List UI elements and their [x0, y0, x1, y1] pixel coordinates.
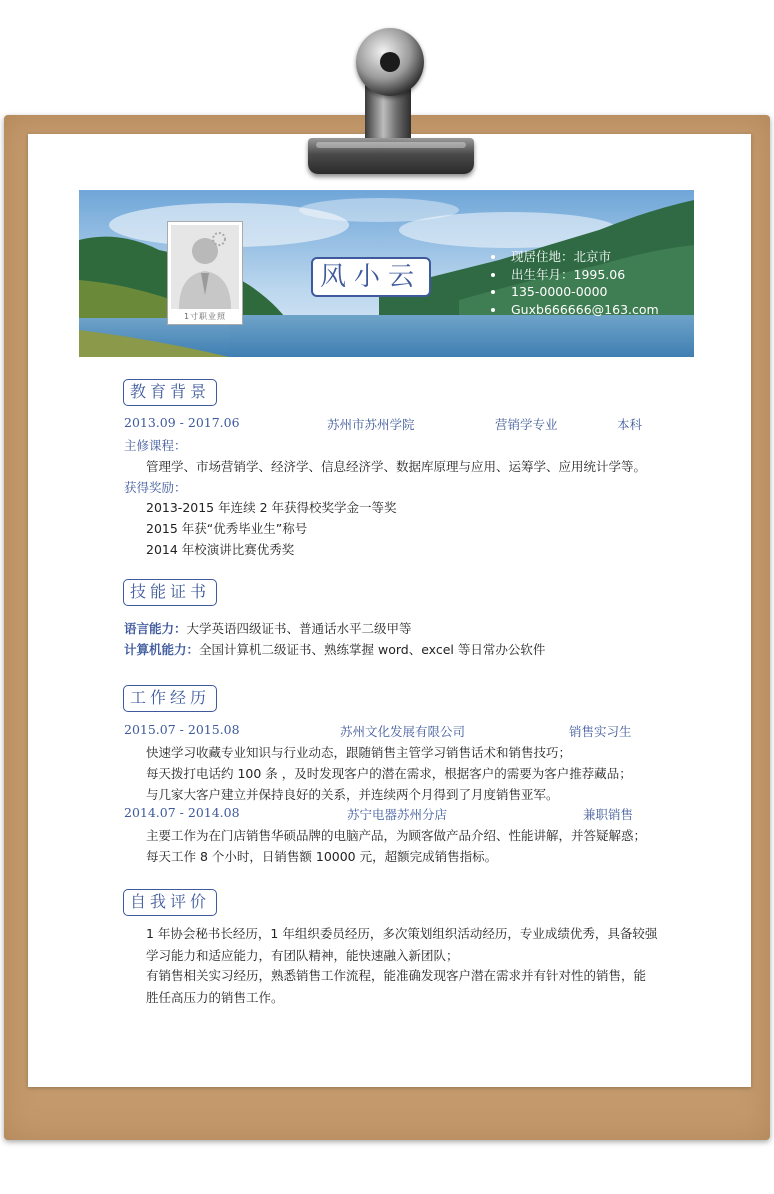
education-major: 营销学专业 [495, 417, 558, 432]
job-position: 兼职销售 [583, 807, 634, 822]
education-school: 苏州市苏州学院 [327, 417, 415, 432]
clip-base [308, 138, 474, 174]
computer-label: 计算机能力： [124, 642, 200, 657]
job-position: 销售实习生 [569, 724, 632, 739]
job-period: 2014.07 - 2014.08 [124, 805, 240, 820]
job-company: 苏宁电器苏州分店 [347, 807, 448, 822]
contact-phone: 135-0000-0000 [489, 283, 659, 301]
job-duty: 每天拨打电话约 100 条 ，及时发现客户的潜在需求，根据客户的需要为客户推荐藏品； [146, 766, 632, 781]
education-period: 2013.09 - 2017.06 [124, 415, 240, 430]
computer-value: 全国计算机二级证书、熟练掌握 word、excel 等日常办公软件 [199, 642, 546, 657]
awards-label: 获得奖励： [124, 480, 187, 495]
contact-residence: 现居住地：北京市 [489, 248, 659, 266]
job-duty: 每天工作 8 个小时，日销售额 10000 元，超额完成销售指标。 [146, 849, 498, 864]
header-banner [79, 190, 694, 357]
education-degree: 本科 [617, 417, 643, 432]
computer-skill-row [124, 640, 545, 658]
person-silhouette-icon [171, 225, 239, 309]
candidate-name: 风小云 [311, 257, 431, 297]
self-eval-line: 有销售相关实习经历，熟悉销售工作流程，能准确发现客户潜在需求并有针对性的销售，能 [146, 968, 647, 983]
section-title-skills: 技能证书 [123, 579, 217, 606]
contact-birth: 出生年月：1995.06 [489, 266, 659, 284]
clip-ring [356, 28, 424, 96]
courses-label: 主修课程： [124, 438, 187, 453]
language-label: 语言能力： [124, 621, 187, 636]
job-duty: 快速学习收藏专业知识与行业动态，跟随销售主管学习销售话术和销售技巧； [146, 745, 572, 760]
award-item: 2015 年获“优秀毕业生”称号 [146, 521, 308, 536]
job-duty: 与几家大客户建立并保持良好的关系，并连续两个月得到了月度销售亚军。 [146, 787, 559, 802]
photo-caption: 1寸职业照 [183, 312, 227, 321]
language-value: 大学英语四级证书、普通话水平二级甲等 [186, 621, 412, 636]
job-duty: 主要工作为在门店销售华硕品牌的电脑产品，为顾客做产品介绍、性能讲解，并答疑解惑； [146, 828, 647, 843]
job-period: 2015.07 - 2015.08 [124, 722, 240, 737]
language-skill-row [124, 619, 412, 637]
award-item: 2013-2015 年连续 2 年获得校奖学金一等奖 [146, 500, 397, 515]
self-eval-line: 胜任高压力的销售工作。 [146, 990, 284, 1005]
contact-email: Guxb666666@163.com [489, 301, 659, 319]
avatar-placeholder [171, 225, 239, 309]
self-eval-line: 1 年协会秘书长经历，1 年组织委员经历，多次策划组织活动经历，专业成绩优秀，具备较强 [146, 926, 658, 941]
section-title-education: 教育背景 [123, 379, 217, 406]
section-title-self-eval: 自我评价 [123, 889, 217, 916]
section-title-work: 工作经历 [123, 685, 217, 712]
contact-info-list [489, 248, 659, 318]
courses-text: 管理学、市场营销学、经济学、信息经济学、数据库原理与应用、运筹学、应用统计学等。 [146, 459, 647, 474]
job-company: 苏州文化发展有限公司 [340, 724, 466, 739]
award-item: 2014 年校演讲比赛优秀奖 [146, 542, 295, 557]
profile-photo [167, 221, 243, 325]
self-eval-line: 学习能力和适应能力，有团队精神，能快速融入新团队； [146, 948, 459, 963]
